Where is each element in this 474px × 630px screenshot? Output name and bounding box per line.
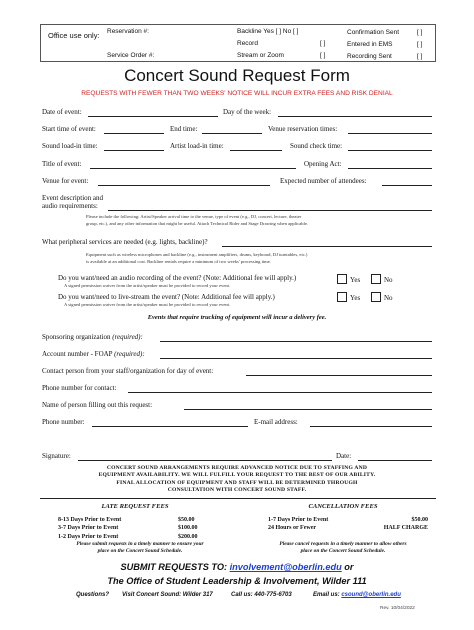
revision-date: Rev. 10/04/2022	[380, 606, 415, 611]
event-title-label: Title of event:	[42, 160, 82, 168]
sound-check-label: Sound check time:	[290, 142, 343, 150]
ems-checkbox[interactable]: [ ]	[417, 41, 423, 48]
recording-yes-checkbox[interactable]	[337, 274, 347, 284]
phone-label: Phone number:	[42, 418, 85, 426]
late-fee-row-2-value: $100.00	[178, 525, 198, 532]
attendees-field[interactable]	[382, 185, 432, 186]
record-checkbox[interactable]: [ ]	[320, 40, 326, 47]
confirmation-checkbox[interactable]: [ ]	[417, 29, 423, 36]
cancel-fee-row-1-label: 1-7 Days Prior to Event	[268, 517, 329, 523]
venue-reservation-label: Venue reservation times:	[268, 125, 338, 133]
stream-note: A signed permission waiver from the artist/speaker must be provided to record your event.	[64, 302, 231, 307]
day-field[interactable]	[278, 116, 432, 117]
opening-act-field[interactable]	[348, 168, 432, 169]
cancel-fees-note-line2: place on the Concert Sound Schedule.	[300, 548, 386, 554]
notice-block	[0, 465, 474, 495]
start-time-field[interactable]	[104, 133, 164, 134]
recording-no-checkbox[interactable]	[371, 274, 381, 284]
cancel-fees-note	[244, 541, 442, 555]
form-title: Concert Sound Request Form	[124, 66, 350, 85]
description-field[interactable]	[108, 210, 432, 211]
cancel-fee-row-2-value: HALF CHARGE	[383, 525, 428, 532]
account-label	[42, 350, 145, 359]
office-use-box	[40, 24, 436, 62]
filler-field[interactable]	[184, 409, 432, 410]
cancel-fees-values	[360, 516, 428, 533]
late-fee-row-3-label: 1-2 Days Prior to Event	[58, 533, 119, 540]
late-fee-row-1-value: $50.00	[178, 517, 195, 523]
end-time-field[interactable]	[202, 133, 262, 134]
confirmation-label: Confirmation Sent	[347, 29, 400, 36]
submit-line	[0, 561, 474, 573]
artist-load-in-label: Artist load-in time:	[170, 142, 224, 150]
peripheral-note-line1: Equipment such as wireless microphones and backline (e.g., instrument amplifiers, drums, keyboard, DJ turntables, etc.)	[86, 252, 308, 257]
recording-yes-label: Yes	[350, 276, 361, 284]
event-title-field[interactable]	[90, 168, 296, 169]
signature-date-label: Date:	[336, 452, 352, 460]
late-fees-note-line1: Please submit requests in a timely manner to ensure your	[76, 541, 204, 547]
sound-load-in-label: Sound load-in time:	[42, 142, 98, 150]
artist-load-in-field[interactable]	[230, 150, 282, 151]
cancel-fees-labels	[268, 516, 328, 533]
peripheral-note-line2: is available at an additional cost. Backline rentals require a minimum of two weeks' processing time.	[86, 259, 271, 264]
recording-sent-label: Recording Sent	[347, 53, 392, 60]
notice-line-1: CONCERT SOUND ARRANGEMENTS REQUIRE ADVANCED NOTICE DUE TO STAFFING AND	[106, 465, 368, 471]
notice-line-4: CONSULTATION WITH CONCERT SOUND STAFF.	[167, 487, 307, 494]
description-note-line1: Please include the following: Artist/Speaker arrival time to the venue, type of event (e.g., DJ, concert, lecture, theater	[86, 214, 302, 219]
submit-prefix: SUBMIT REQUESTS TO:	[120, 562, 230, 572]
late-fee-row-1-label: 8-13 Days Prior to Event	[58, 517, 122, 523]
office-line: The Office of Student Leadership & Involvement, Wilder 111	[107, 576, 367, 586]
ems-label: Entered in EMS	[347, 41, 393, 48]
stream-question: Do you want/need to live-stream the event? (Note: Additional fee will apply.)	[58, 293, 275, 301]
stream-label: Stream or Zoom	[237, 52, 284, 59]
visit-text: Visit Concert Sound: Wilder 317	[122, 592, 213, 598]
start-time-label: Start time of event:	[42, 125, 96, 133]
fee-divider	[40, 498, 436, 499]
submit-suffix: or	[341, 562, 354, 572]
signature-field[interactable]	[78, 460, 332, 461]
email-field[interactable]	[310, 426, 432, 427]
warning-text: REQUESTS WITH FEWER THAN TWO WEEKS' NOTICE WILL INCUR EXTRA FEES AND RISK DENIAL	[81, 90, 393, 97]
account-required: (required):	[114, 350, 145, 358]
signature-label: Signature:	[42, 452, 71, 460]
footer-email	[313, 592, 401, 598]
questions-text: Questions?	[76, 592, 110, 598]
late-fee-row-3-value: $200.00	[178, 533, 198, 540]
stream-checkbox[interactable]: [ ]	[320, 52, 326, 59]
contact-label: Contact person from your staff/organization for day of event:	[42, 367, 214, 375]
trucking-note: Events that require trucking of equipment will incur a delivery fee.	[147, 314, 327, 321]
sponsor-label	[42, 333, 143, 342]
late-fees-note	[40, 541, 240, 555]
notice-line-2: EQUIPMENT AVAILABILITY. WE WILL FULFILL YOUR REQUEST TO THE BEST OF OUR ABILITY.	[98, 472, 376, 479]
sponsor-label-text: Sponsoring organization	[42, 333, 111, 341]
service-order-label: Service Order #:	[107, 52, 155, 59]
opening-act-label: Opening Act:	[304, 160, 342, 168]
attendees-label: Expected number of attendees:	[280, 177, 367, 185]
venue-label: Venue for event:	[42, 177, 89, 185]
cancel-fee-row-2-label: 24 Hours or Fewer	[268, 525, 317, 532]
cancel-fees-heading: CANCELLATION FEES	[308, 503, 378, 510]
cancel-fees-note-line1: Please cancel requests in a timely manner to allow others	[279, 541, 407, 547]
footer-email-prefix: Email us:	[313, 592, 342, 598]
stream-yes-label: Yes	[350, 294, 361, 302]
late-fees-note-line2: place on the Concert Sound Schedule.	[97, 548, 183, 554]
office-use-label: Office use only:	[48, 31, 100, 40]
reservation-label: Reservation #:	[107, 28, 149, 35]
stream-no-checkbox[interactable]	[371, 292, 381, 302]
late-fees-heading: LATE REQUEST FEES	[101, 503, 169, 510]
sound-load-in-field[interactable]	[104, 150, 164, 151]
late-fee-row-2-label: 3-7 Days Prior to Event	[58, 525, 119, 532]
signature-date-field[interactable]	[358, 460, 432, 461]
account-label-text: Account number - FOAP	[42, 350, 113, 358]
date-field[interactable]	[88, 116, 218, 117]
recording-sent-checkbox[interactable]: [ ]	[417, 53, 423, 60]
day-label: Day of the week:	[223, 108, 272, 116]
record-label: Record	[237, 40, 258, 47]
phone-contact-field[interactable]	[128, 392, 432, 393]
date-label: Date of event:	[42, 108, 82, 116]
sound-check-field[interactable]	[348, 150, 432, 151]
account-field[interactable]	[160, 358, 432, 359]
description-label-line1: Event description and	[42, 194, 104, 202]
end-time-label: End time:	[170, 125, 198, 133]
filler-label: Name of person filling out this request:	[42, 401, 153, 409]
phone-field[interactable]	[92, 426, 248, 427]
venue-reservation-field[interactable]	[348, 133, 432, 134]
peripheral-field[interactable]	[222, 246, 432, 247]
contact-field[interactable]	[246, 375, 432, 376]
description-note-line2: group, etc.), and any other information that might be useful. Attach Technical Rider and Stage Drawing when applicable.	[86, 221, 309, 226]
stream-no-label: No	[384, 294, 393, 302]
late-fees-labels	[58, 516, 121, 541]
peripheral-label: What peripheral services are needed (e.g. lights, backline)?	[42, 238, 208, 246]
backline-label: Backline Yes [ ] No [ ]	[237, 28, 299, 35]
sponsor-field[interactable]	[160, 341, 432, 342]
notice-line-3: FINAL ALLOCATION OF EQUIPMENT AND STAFF WILL BE DETERMINED THROUGH	[116, 479, 358, 486]
submit-email-link[interactable]: involvement@oberlin.edu	[229, 562, 342, 572]
stream-yes-checkbox[interactable]	[337, 292, 347, 302]
sponsor-required: (required):	[112, 333, 143, 341]
venue-field[interactable]	[98, 185, 270, 186]
recording-question: Do you want/need an audio recording of the event? (Note: Additional fee will apply.)	[58, 274, 297, 282]
footer-email-link[interactable]: csound@oberlin.edu	[341, 592, 401, 598]
late-fees-values	[178, 516, 198, 541]
call-text: Call us: 440-775-6703	[231, 592, 292, 598]
description-label-line2: audio requirements:	[42, 202, 98, 210]
cancel-fee-row-1-value: $50.00	[411, 517, 428, 523]
phone-contact-label: Phone number for contact:	[42, 384, 117, 392]
recording-no-label: No	[384, 276, 393, 284]
email-label: E-mail address:	[254, 418, 298, 426]
recording-note: A signed permission waiver from the artist/speaker must be provided to record your event.	[64, 283, 231, 288]
